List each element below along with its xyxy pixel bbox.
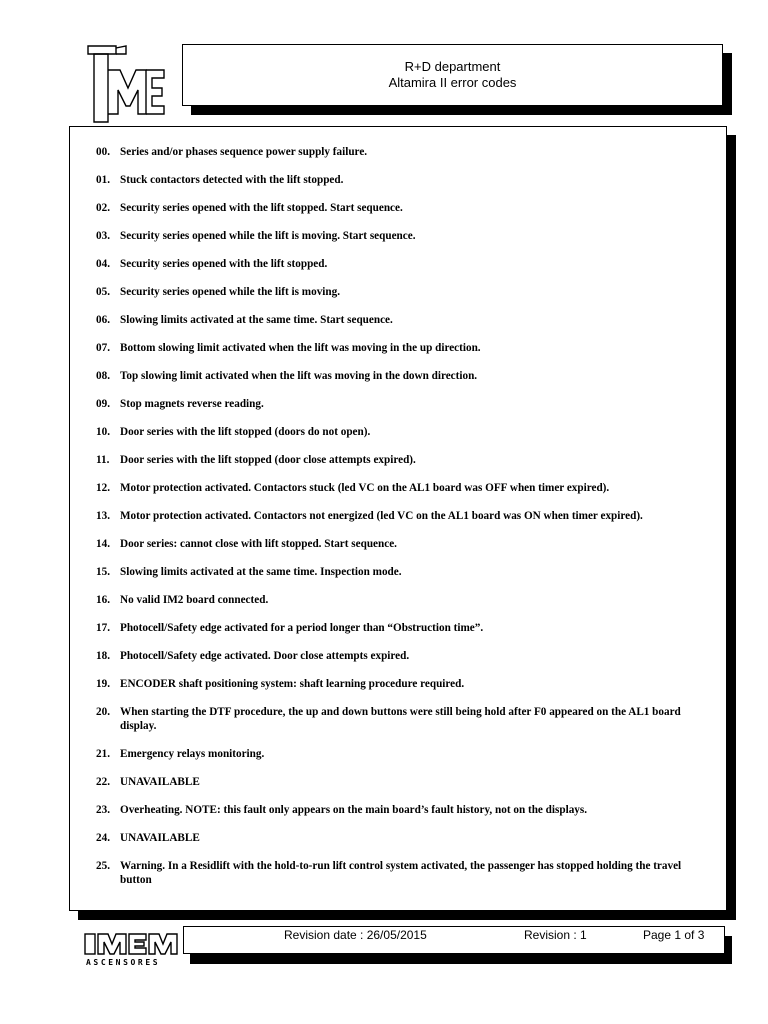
error-code-number: 13. (96, 510, 110, 522)
error-code-item (96, 537, 696, 551)
error-code-number: 17. (96, 622, 110, 634)
error-code-description: Series and/or phases sequence power supply failure. (120, 146, 368, 158)
error-code-description: Door series with the lift stopped (door close attempts expired). (120, 454, 416, 466)
error-code-number: 06. (96, 314, 110, 326)
footer-logo-subtext: ASCENSORES (86, 958, 161, 967)
error-code-item (96, 341, 696, 355)
error-code-description: Photocell/Safety edge activated for a period longer than “Obstruction time”. (120, 622, 484, 634)
imem-ascensores-logo (84, 932, 184, 970)
error-code-description: Overheating. NOTE: this fault only appears on the main board’s fault history, not on the displays. (120, 804, 588, 816)
error-code-item (96, 859, 696, 887)
error-code-item (96, 453, 696, 467)
error-code-item (96, 257, 696, 271)
error-code-description: Emergency relays monitoring. (120, 748, 265, 760)
error-code-item (96, 481, 696, 495)
error-code-number: 19. (96, 678, 110, 690)
error-code-description: Door series: cannot close with lift stopped. Start sequence. (120, 538, 397, 550)
revision-date: Revision date : 26/05/2015 (284, 928, 427, 942)
error-code-description: When starting the DTF procedure, the up and down buttons were still being hold after F0 appeared on the AL1 board display. (120, 706, 681, 732)
error-code-number: 07. (96, 342, 110, 354)
error-code-item (96, 649, 696, 663)
error-code-item (96, 593, 696, 607)
error-code-description: UNAVAILABLE (120, 832, 200, 844)
error-code-description: Slowing limits activated at the same time. Start sequence. (120, 314, 393, 326)
error-code-number: 18. (96, 650, 110, 662)
error-code-item (96, 201, 696, 215)
error-code-number: 20. (96, 706, 110, 718)
error-codes-panel (69, 126, 727, 911)
error-code-description: Top slowing limit activated when the lift was moving in the down direction. (120, 370, 478, 382)
error-code-item (96, 313, 696, 327)
ime-logo (86, 44, 166, 126)
error-code-item (96, 509, 696, 523)
error-code-number: 02. (96, 202, 110, 214)
error-code-number: 25. (96, 860, 110, 872)
error-code-description: Photocell/Safety edge activated. Door close attempts expired. (120, 650, 410, 662)
error-code-number: 14. (96, 538, 110, 550)
error-code-number: 24. (96, 832, 110, 844)
error-code-description: Stop magnets reverse reading. (120, 398, 264, 410)
error-code-number: 09. (96, 398, 110, 410)
error-code-item (96, 677, 696, 691)
error-code-number: 11. (96, 454, 110, 466)
error-code-item (96, 145, 696, 159)
error-code-number: 15. (96, 566, 110, 578)
error-code-description: Door series with the lift stopped (doors do not open). (120, 426, 371, 438)
error-code-item (96, 803, 696, 817)
error-code-number: 16. (96, 594, 110, 606)
error-code-item (96, 621, 696, 635)
page-number: Page 1 of 3 (643, 928, 705, 942)
error-code-item (96, 369, 696, 383)
error-code-number: 12. (96, 482, 110, 494)
error-code-item (96, 775, 696, 789)
error-code-description: Stuck contactors detected with the lift stopped. (120, 174, 344, 186)
error-code-description: Security series opened while the lift is moving. (120, 286, 341, 298)
error-code-number: 08. (96, 370, 110, 382)
error-code-number: 22. (96, 776, 110, 788)
error-code-description: Slowing limits activated at the same time. Inspection mode. (120, 566, 402, 578)
error-code-item (96, 173, 696, 187)
error-code-description: UNAVAILABLE (120, 776, 200, 788)
error-code-item (96, 397, 696, 411)
error-code-description: Security series opened while the lift is moving. Start sequence. (120, 230, 416, 242)
error-code-item (96, 229, 696, 243)
error-code-number: 10. (96, 426, 110, 438)
error-code-item (96, 705, 696, 733)
error-code-description: Warning. In a Residlift with the hold-to-run lift control system activated, the passenger has stopped holding the travel button (120, 860, 682, 886)
error-code-number: 23. (96, 804, 110, 816)
error-code-description: No valid IM2 board connected. (120, 594, 269, 606)
document-header (182, 44, 723, 106)
error-code-item (96, 285, 696, 299)
error-code-description: Security series opened with the lift stopped. Start sequence. (120, 202, 403, 214)
error-code-list (96, 145, 696, 901)
error-code-item (96, 425, 696, 439)
error-code-description: Bottom slowing limit activated when the lift was moving in the up direction. (120, 342, 481, 354)
department-label: R+D department (404, 59, 501, 74)
error-code-item (96, 565, 696, 579)
document-title: Altamira II error codes (388, 75, 517, 90)
error-code-number: 05. (96, 286, 110, 298)
error-code-description: Motor protection activated. Contactors not energized (led VC on the AL1 board was ON when timer expired). (120, 510, 643, 522)
error-code-description: ENCODER shaft positioning system: shaft learning procedure required. (120, 678, 465, 690)
revision-number: Revision : 1 (524, 928, 587, 942)
error-code-description: Motor protection activated. Contactors stuck (led VC on the AL1 board was OFF when timer expired). (120, 482, 610, 494)
error-code-number: 01. (96, 174, 110, 186)
error-code-item (96, 831, 696, 845)
error-code-number: 03. (96, 230, 110, 242)
error-code-number: 00. (96, 146, 110, 158)
error-code-number: 04. (96, 258, 110, 270)
document-footer (183, 926, 725, 954)
error-code-item (96, 747, 696, 761)
error-code-description: Security series opened with the lift stopped. (120, 258, 328, 270)
error-code-number: 21. (96, 748, 110, 760)
